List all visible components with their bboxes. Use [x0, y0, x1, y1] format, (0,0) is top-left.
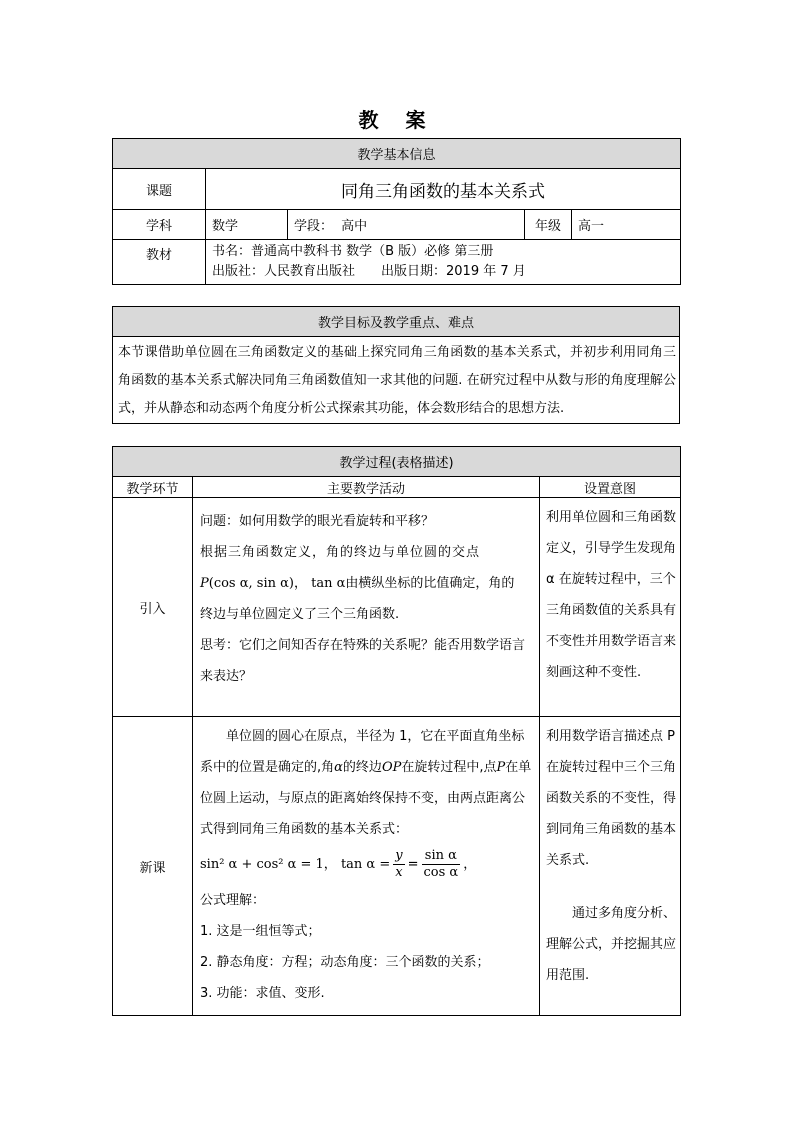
material-publisher: 出版社：人民教育出版社 出版日期：2019 年 7 月 [212, 264, 526, 279]
formula-end: ， [463, 857, 477, 872]
point-p: P [200, 576, 209, 591]
goals-table [112, 306, 680, 424]
grade-value: 高一 [572, 210, 681, 240]
intro-question: 问题：如何用数学的眼光看旋转和平移？ [200, 514, 435, 529]
stage-label: 学段： [294, 219, 334, 234]
intro-thinking: 思考：它们之间知否存在特殊的关系呢？能否用数学语言来表达？ [200, 638, 526, 684]
frac-y: y [395, 848, 403, 863]
intro-intent: 利用单位圆和三角函数定义，引导学生发现角 α 在旋转过程中，三个三角函数值的关系具有不变性并用数学语言来刻画这种不变性. [540, 498, 681, 717]
understanding-label: 公式理解： [200, 893, 266, 908]
understanding-item: 2. 静态角度：方程；动态角度：三个函数的关系； [200, 955, 490, 970]
understanding-item: 3. 功能：求值、变形. [200, 986, 325, 1001]
topic-value: 同角三角函数的基本关系式 [206, 169, 681, 210]
intro-definition-line: 根据三角函数定义，角的终边与单位圆的交点 [200, 545, 481, 560]
stage-cell [288, 210, 525, 240]
alpha-symbol: α [334, 760, 343, 775]
fraction-sin-over-cos [422, 848, 461, 881]
process-table [112, 446, 681, 1016]
subject-value: 数学 [206, 210, 288, 240]
new-lesson-intent [540, 717, 681, 1016]
col-intent-header: 设置意图 [540, 477, 681, 498]
stage-intro: 引入 [113, 498, 193, 717]
material-label: 教材 [113, 240, 206, 285]
stage-value: 高中 [341, 219, 368, 234]
goals-header: 教学目标及教学重点、难点 [113, 307, 680, 337]
material-book: 书名：普通高中教科书 数学（B 版）必修 第三册 [212, 244, 494, 259]
col-stage-header: 教学环节 [113, 477, 193, 498]
frac-x: x [395, 865, 403, 880]
grade-label: 年级 [525, 210, 572, 240]
new-lesson-intent-1: 利用数学语言描述点 P 在旋转过程中三个三角函数关系的不变性，得到同角三角函数的基本关系式. [546, 729, 677, 868]
pythagorean-identity: sin² α + cos² α = 1， [200, 857, 337, 872]
document-title: 教 案 [358, 108, 436, 132]
stage-new-lesson: 新课 [113, 717, 193, 1016]
topic-label: 课题 [113, 169, 206, 210]
new-lesson-activity [193, 717, 540, 1016]
tan-expr: tan α [311, 576, 346, 591]
understanding-item: 1. 这是一组恒等式； [200, 924, 321, 939]
fraction-y-over-x [393, 848, 404, 881]
basic-info-header: 教学基本信息 [113, 139, 681, 169]
para-a: 单位圆的圆心在原点，半径为 1，它在平面直角坐标系中的位置是确定的,角 [200, 729, 525, 775]
equals-sign: = [407, 857, 419, 872]
tan-lhs: tan α = [340, 857, 391, 872]
intro-three-functions: 终边与单位圆定义了三个三角函数. [200, 607, 400, 622]
subject-label: 学科 [113, 210, 206, 240]
intro-ratio-text: 由横纵坐标的比值确定，角的 [345, 576, 515, 591]
frac-cos: cos α [423, 865, 459, 880]
new-lesson-intent-2: 通过多角度分析、理解公式，并挖掘其应用范围. [546, 906, 677, 983]
para-d: 在单位圆上运动，与原点的距离始终保持不变，由两点距离公式得到同角三角函数的基本关系式： [200, 760, 532, 837]
frac-sin: sin α [422, 848, 461, 865]
para-b: 的终边 [342, 760, 382, 775]
para-c: 在旋转过程中,点 [401, 760, 497, 775]
unit-circle-paragraph [200, 721, 533, 845]
point-coords: (cos α, sin α) [208, 576, 294, 591]
basic-info-table [112, 138, 681, 285]
op-symbol: OP [381, 760, 402, 775]
material-cell [206, 240, 681, 285]
intro-point-line: P(cos α, sin α)， tan α由横纵坐标的比值确定，角的 [200, 576, 515, 591]
col-activity-header: 主要教学活动 [193, 477, 540, 498]
goals-text: 本节课借助单位圆在三角函数定义的基础上探究同角三角函数的基本关系式，并初步利用同角三角函数的基本关系式解决同角三角函数值知一求其他的问题. 在研究过程中从数与形的角度理解公式，并从静态和动态两个角度分析公式探索其功能，体会数形结合的思想方法. [113, 337, 680, 424]
p-symbol: P [496, 760, 506, 775]
intro-activity [193, 498, 540, 717]
identity-formulas [200, 845, 533, 885]
process-header: 教学过程(表格描述) [113, 447, 681, 477]
